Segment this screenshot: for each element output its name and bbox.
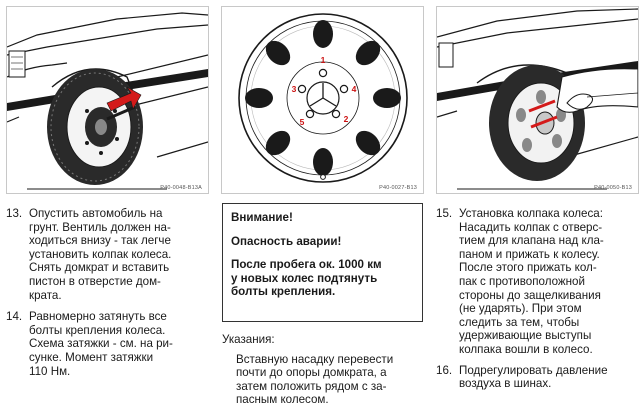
figure-lower-car bbox=[6, 6, 209, 194]
wheel-rim-illustration bbox=[222, 7, 423, 193]
step-number: 16. bbox=[436, 363, 453, 377]
step-16 bbox=[436, 364, 640, 391]
bolt-label-4: 4 bbox=[351, 84, 357, 94]
steps-left-column bbox=[6, 207, 211, 378]
figure-code: P40-0048-B13A bbox=[160, 185, 202, 191]
step-text: Опустить автомобиль на грунт. Вентиль должен на- ходиться внизу - так легче установить колпак колеса. Снять домкрат и вставить пистон в отверстие дом- крата. bbox=[29, 207, 172, 302]
notes-body: Вставную насадку перевести почти до опоры домкрата, а затем положить рядом с за- пасным колесом. bbox=[236, 352, 394, 407]
step-number: 14. bbox=[6, 310, 23, 324]
steps-right-column bbox=[436, 207, 640, 391]
bolt-label-3: 3 bbox=[291, 84, 297, 94]
step-text: Равномерно затянуть все болты крепления колеса. Схема затяжки - см. на ри- сунке. Момент затяжки 110 Нм. bbox=[29, 310, 173, 378]
step-text: Установка колпака колеса: Насадить колпак с отверс- тием для клапана над кла- паном и прижать к колесу. После этого прижать кол- пак с противоположной стороны до защелкивания (не ударять). При этом следить за тем, чтобы удерживающие выступы колпака вошли в колесо. bbox=[459, 207, 604, 356]
step-15 bbox=[436, 207, 640, 357]
figure-bolt-sequence bbox=[221, 6, 424, 194]
bolt-label-2: 2 bbox=[343, 114, 349, 124]
step-14 bbox=[6, 310, 211, 378]
warning-title: Внимание! bbox=[231, 211, 293, 224]
bolt-label-5: 5 bbox=[299, 117, 305, 127]
bolt-label-1: 1 bbox=[320, 55, 326, 65]
notes-section bbox=[222, 333, 427, 407]
step-number: 15. bbox=[436, 207, 453, 220]
warning-subtitle: Опасность аварии! bbox=[231, 234, 342, 248]
step-13 bbox=[6, 207, 211, 302]
notes-heading: Указания: bbox=[222, 333, 275, 346]
figure-hubcap-install bbox=[436, 6, 639, 194]
step-number: 13. bbox=[6, 207, 23, 220]
warning-box bbox=[222, 203, 423, 322]
step-text: Подрегулировать давление воздуха в шинах. bbox=[459, 363, 608, 391]
warning-body: После пробега ок. 1000 км у новых колес подтянуть болты крепления. bbox=[231, 258, 382, 299]
figure-code: P40-0027-B13 bbox=[379, 185, 417, 191]
figure-code: P40-0050-B13 bbox=[594, 185, 632, 191]
car-front-wheel-illustration bbox=[7, 7, 208, 193]
hubcap-install-illustration bbox=[437, 7, 638, 193]
